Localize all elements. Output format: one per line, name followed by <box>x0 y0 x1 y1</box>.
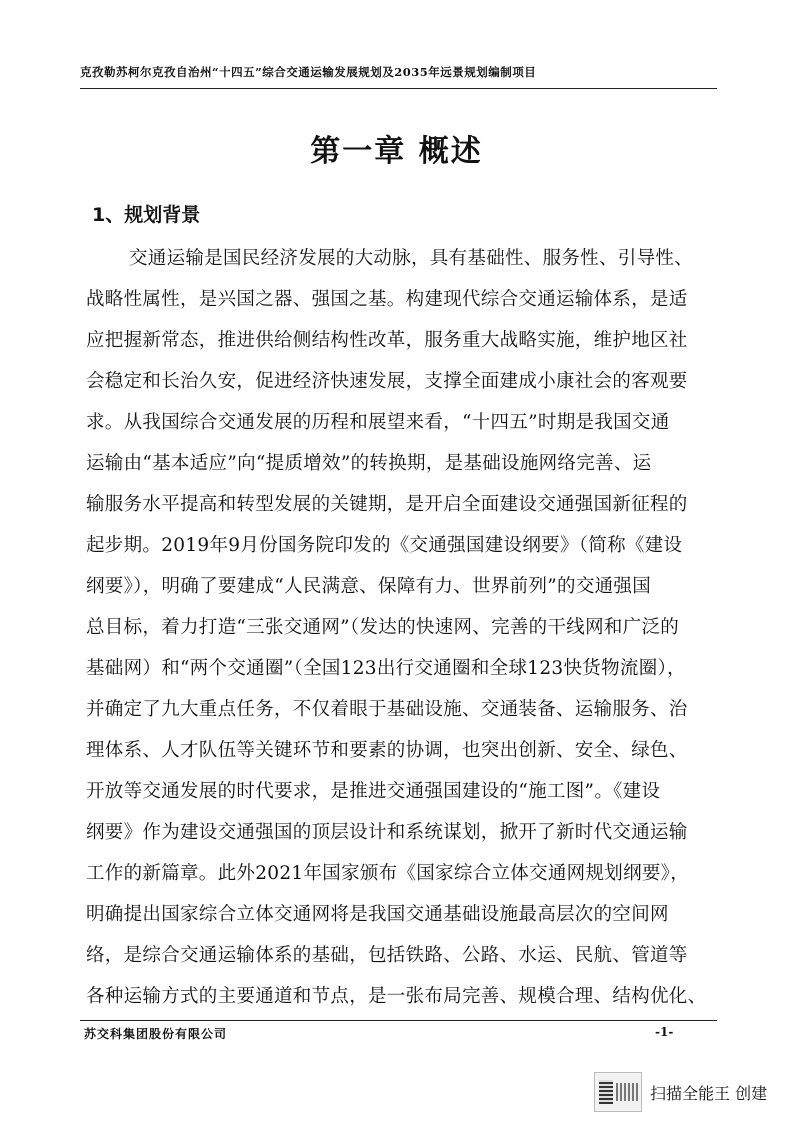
body-line: 起步期。2019年9月份国务院印发的《交通强国建设纲要》（简称《建设 <box>86 535 683 556</box>
camscanner-logo-icon <box>594 1072 642 1112</box>
body-line: 输服务水平提高和转型发展的关键期，是开启全面建设交通强国新征程的 <box>86 494 688 515</box>
body-line: 应把握新常态，推进供给侧结构性改革，服务重大战略实施，维护地区社 <box>86 330 688 351</box>
body-line: 总目标，着力打造“三张交通网”（发达的快速网、完善的干线网和广泛的 <box>86 617 680 638</box>
body-line: 开放等交通发展的时代要求，是推进交通强国建设的“施工图”。《建设 <box>86 781 661 802</box>
footer-divider <box>80 1020 717 1021</box>
body-line: 求。从我国综合交通发展的历程和展望来看，“十四五”时期是我国交通 <box>86 412 670 433</box>
body-line: 工作的新篇章。此外2021年国家颁布《国家综合立体交通网规划纲要》， <box>86 863 690 884</box>
body-line: 基础网）和“两个交通圈”（全国123出行交通圈和全球123快货物流圈）， <box>86 658 686 679</box>
header-divider <box>80 88 717 89</box>
body-line: 明确提出国家综合立体交通网将是我国交通基础设施最高层次的空间网 <box>86 904 669 925</box>
body-text <box>0 238 793 1017</box>
body-line: 会稳定和长治久安，促进经济快速发展，支撑全面建成小康社会的客观要 <box>86 371 688 392</box>
page-number: -1- <box>655 1025 674 1039</box>
body-line: 运输由“基本适应”向“提质增效”的转换期，是基础设施网络完善、运 <box>86 453 652 474</box>
body-line: 理体系、人才队伍等关键环节和要素的协调，也突出创新、安全、绿色、 <box>86 740 688 761</box>
document-header: 克孜勒苏柯尔克孜自治州“十四五”综合交通运输发展规划及2035年远景规划编制项目 <box>80 65 537 79</box>
body-line: 纲要》），明确了要建成“人民满意、保障有力、世界前列”的交通强国 <box>86 576 652 597</box>
footer-company: 苏交科集团股份有限公司 <box>84 1027 228 1041</box>
section-heading: 1、规划背景 <box>92 204 201 226</box>
scanner-watermark <box>594 1072 784 1112</box>
chapter-title: 第一章 概述 <box>310 134 483 169</box>
body-line: 并确定了九大重点任务，不仅着眼于基础设施、交通装备、运输服务、治 <box>86 699 688 720</box>
watermark-text: 扫描全能王 创建 <box>650 1083 768 1103</box>
body-line: 纲要》作为建设交通强国的顶层设计和系统谋划，掀开了新时代交通运输 <box>86 822 688 843</box>
body-line: 战略性属性，是兴国之器、强国之基。构建现代综合交通运输体系，是适 <box>86 289 688 310</box>
body-line: 交通运输是国民经济发展的大动脉，具有基础性、服务性、引导性、 <box>129 248 694 269</box>
body-line: 各种运输方式的主要通道和节点，是一张布局完善、规模合理、结构优化、 <box>86 986 707 1007</box>
body-line: 络，是综合交通运输体系的基础，包括铁路、公路、水运、民航、管道等 <box>86 945 688 966</box>
